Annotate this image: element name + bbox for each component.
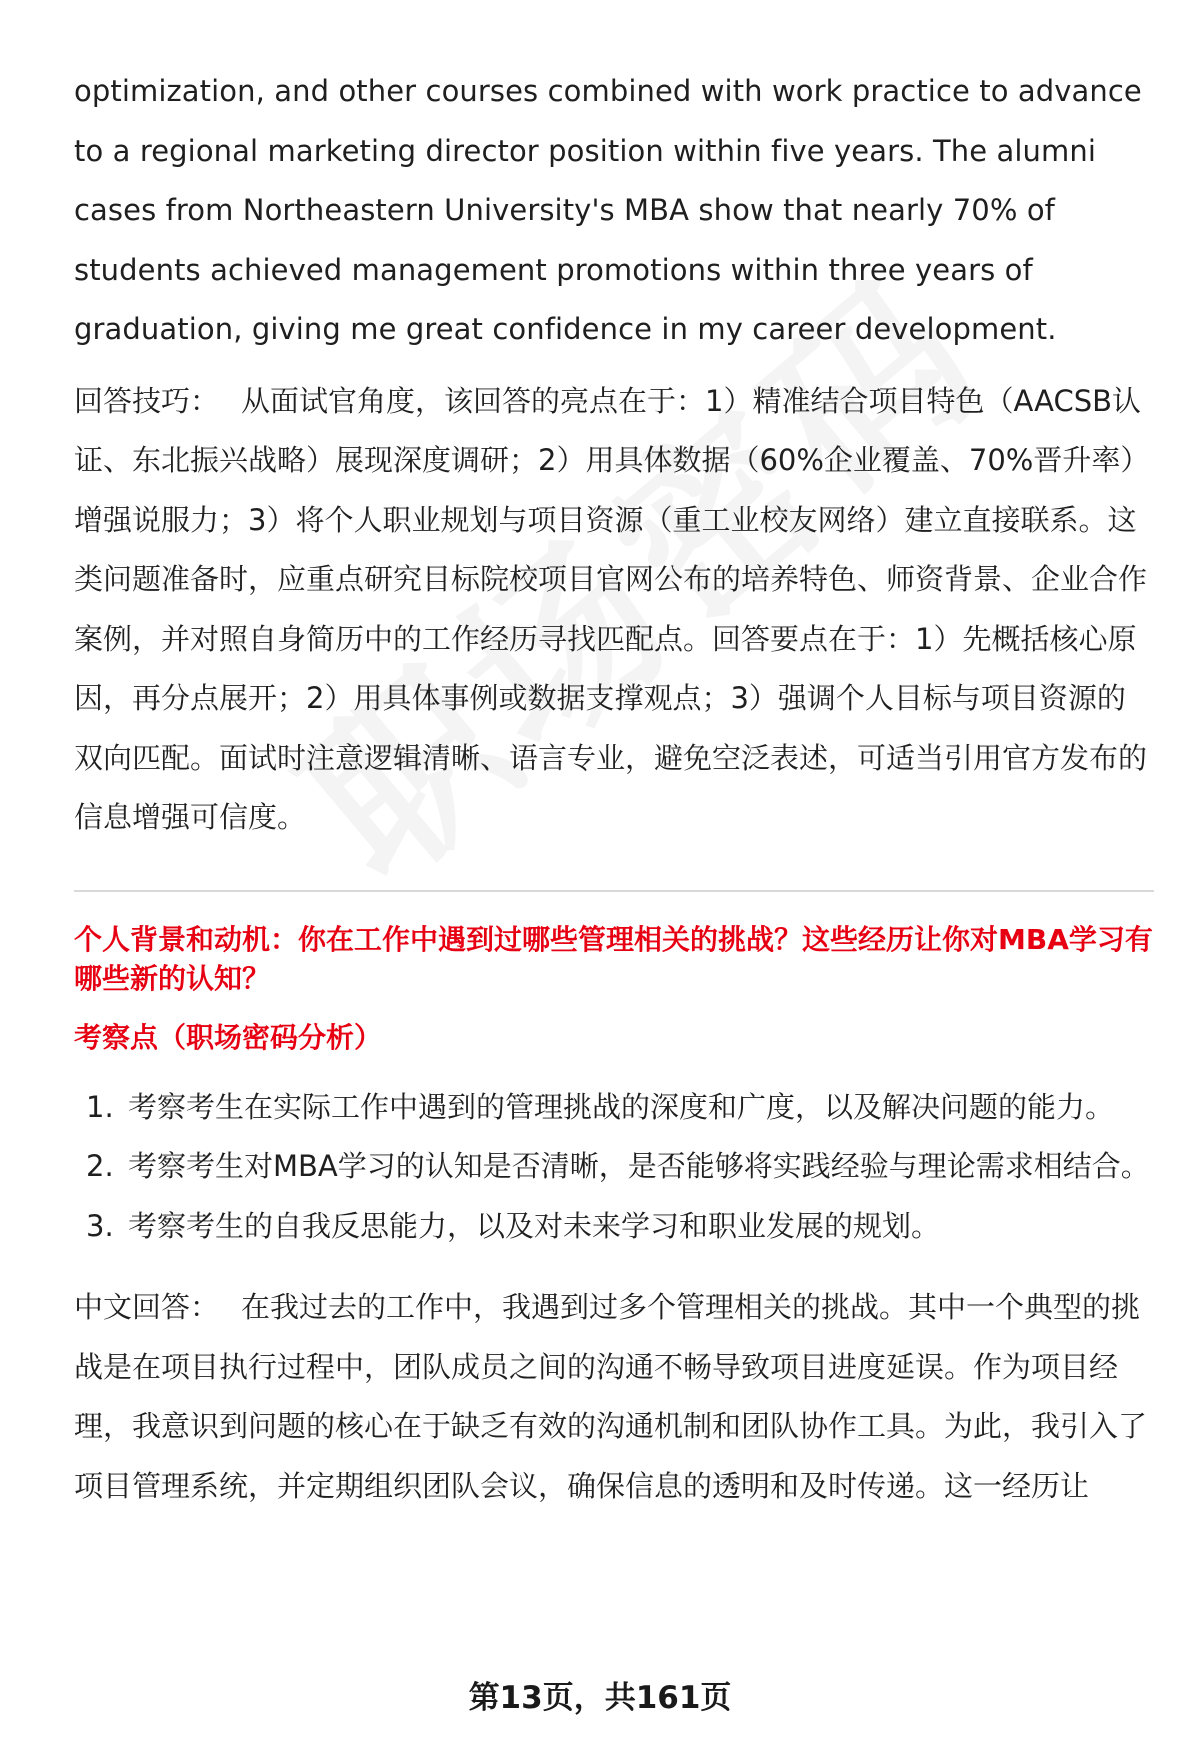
list-item [74, 1137, 1154, 1197]
page-number-footer: 第13页，共161页 [468, 1680, 732, 1716]
tips-paragraph [74, 372, 1154, 848]
list-item [74, 1197, 1154, 1257]
assessment-list [74, 1078, 1154, 1257]
tips-label: 回答技巧： [74, 383, 220, 418]
section-divider [74, 890, 1154, 892]
question-heading: 个人背景和动机：你在工作中遇到过哪些管理相关的挑战？这些经历让你对MBA学习有哪些新的认知？ [74, 922, 1153, 995]
list-item-number: 2. [86, 1149, 114, 1183]
continued-english-paragraph: optimization, and other courses combined with work practice to advance to a regional marketing director position within five years. The alumni cases from Northeastern University's MBA show that nearly 70% of students achieved management promotions within three years of graduation, giving me great confidence in my career development. [74, 74, 1142, 346]
list-item-text: 考察考生在实际工作中遇到的管理挑战的深度和广度，以及解决问题的能力。 [128, 1089, 1115, 1124]
answer-paragraph [74, 1278, 1154, 1516]
answer-text: 在我过去的工作中，我遇到过多个管理相关的挑战。其中一个典型的挑战是在项目执行过程中，团队成员之间的沟通不畅导致项目进度延误。作为项目经理，我意识到问题的核心在于缺乏有效的沟通机制和团队协作工具。为此，我引入了项目管理系统，并定期组织团队会议，确保信息的透明和及时传递。这一经历让 [74, 1290, 1148, 1503]
list-item-text: 考察考生的自我反思能力，以及对未来学习和职业发展的规划。 [128, 1208, 941, 1243]
assessment-heading: 考察点（职场密码分析） [74, 1020, 383, 1054]
list-item-number: 1. [86, 1089, 114, 1124]
tips-text: 从面试官角度，该回答的亮点在于：1）精准结合项目特色（AACSB认证、东北振兴战略）展现深度调研；2）用具体数据（60%企业覆盖、70%晋升率）增强说服力；3）将个人职业规划与项目资源（重工业校友网络）建立直接联系。这类问题准备时，应重点研究目标院校项目官网公布的培养特色、师资背景、企业合作案例，并对照自身简历中的工作经历寻找匹配点。回答要点在于：1）先概括核心原因，再分点展开；2）用具体事例或数据支撑观点；3）强调个人目标与项目资源的双向匹配。面试时注意逻辑清晰、语言专业，避免空泛表述，可适当引用官方发布的信息增强可信度。 [74, 383, 1150, 834]
list-item-number: 3. [86, 1208, 114, 1243]
document-page [74, 62, 1154, 1516]
list-item [74, 1078, 1154, 1138]
list-item-text: 考察考生对MBA学习的认知是否清晰，是否能够将实践经验与理论需求相结合。 [128, 1149, 1150, 1183]
answer-label: 中文回答： [74, 1290, 220, 1324]
